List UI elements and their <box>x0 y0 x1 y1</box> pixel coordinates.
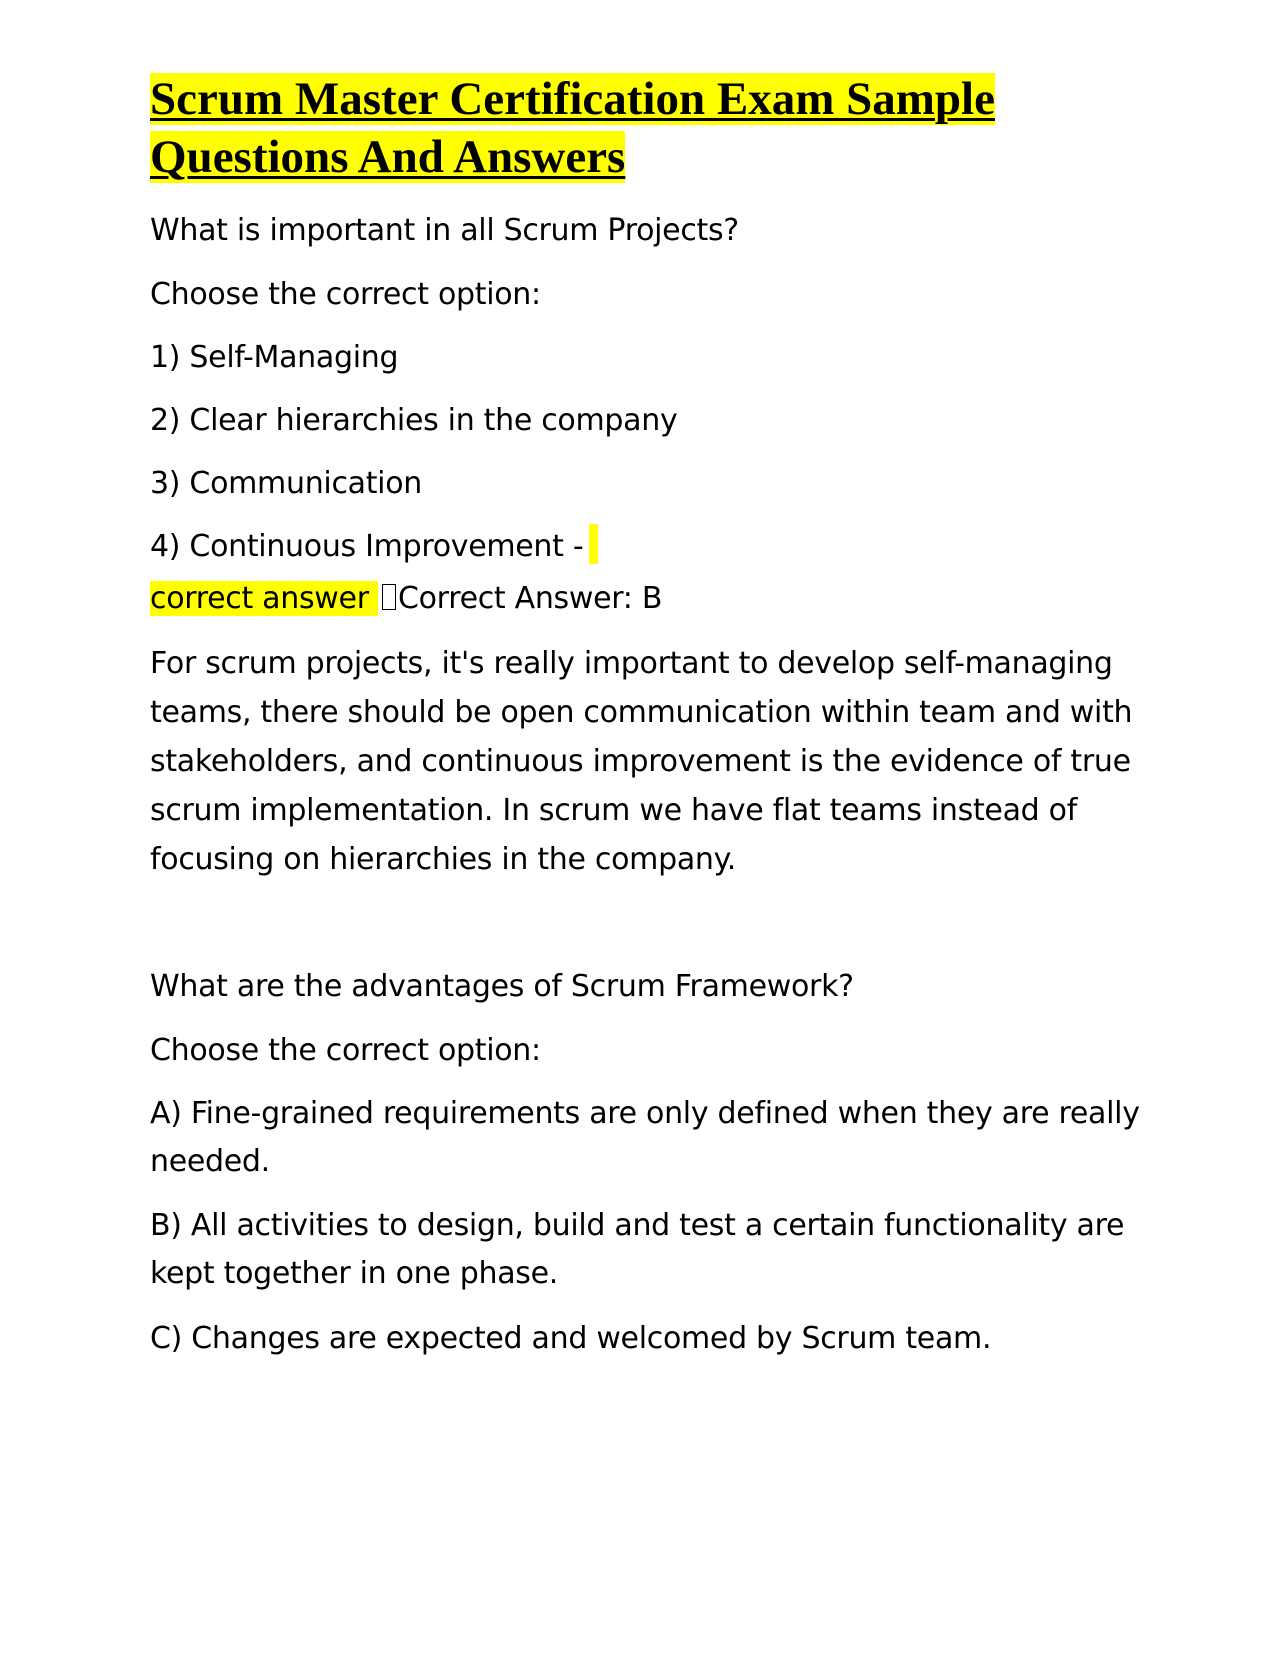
q1-option-2: 2) Clear hierarchies in the company <box>150 403 678 438</box>
q1-question: What is important in all Scrum Projects? <box>150 213 739 248</box>
q2-option-c: C) Changes are expected and welcomed by Scrum team. <box>150 1321 992 1356</box>
correct-answer-marker: correct answer <box>150 581 378 616</box>
correct-answer-text: Correct Answer: B <box>397 581 663 616</box>
q2-option-a: A) Fine-grained requirements are only defined when they are really needed. <box>150 1096 1140 1179</box>
q1-answer-line <box>150 574 1140 624</box>
highlight-mark <box>589 524 598 564</box>
q2-prompt: Choose the correct option: <box>150 1033 541 1068</box>
q1-option-3: 3) Communication <box>150 466 422 501</box>
title-line-1: Scrum Master Certification Exam Sample <box>150 73 995 125</box>
q2-question: What are the advantages of Scrum Framework? <box>150 969 854 1004</box>
document-page <box>150 70 1140 1364</box>
title-line-2: Questions And Answers <box>150 131 626 183</box>
document-title <box>150 70 1140 186</box>
missing-glyph-icon <box>382 584 396 610</box>
q1-prompt: Choose the correct option: <box>150 277 541 312</box>
q1-option-4 <box>150 522 1140 572</box>
q1-option-4-text: 4) Continuous Improvement - <box>150 529 584 564</box>
q2-option-b: B) All activities to design, build and test a certain functionality are kept together in one phase. <box>150 1208 1125 1291</box>
q1-option-1: 1) Self-Managing <box>150 340 399 375</box>
q1-explanation: For scrum projects, it's really important to develop self-managing teams, there should be open communication within team and with stakeholders, and continuous improvement is the evidence of true scrum implementation. In scrum we have flat teams instead of focusing on hierarchies in the company. <box>150 646 1133 877</box>
